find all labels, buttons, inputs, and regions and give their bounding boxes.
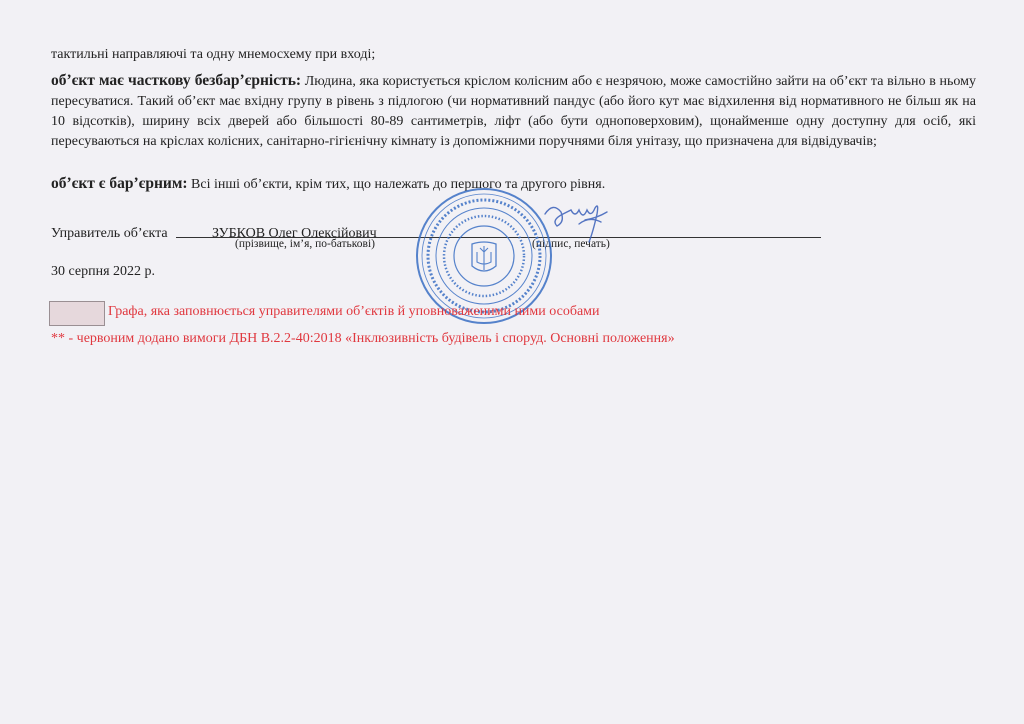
term-partial-barrier-free: об’єкт має часткову безбар’єрність: [51, 72, 302, 89]
definition-barrier: Всі інші об’єкти, крім тих, що належать до першого та другого рівня. [187, 177, 606, 192]
caption-name: (прізвище, ім’я, по-батькові) [235, 238, 375, 250]
definition-partial-barrier-free: Людина, яка користується кріслом колісним або є незрячою, може самостійно зайти на об’єкт та вільно в ньому пересуватися. Такий об’єкт має вхідну групу в рівень з підлогою (чи нормативний пандус (або його кут має відхилення від нормативного не більш як на 10 відсотків), ширину всіх дверей або більшості 80-89 сантиметрів, ліфт (або бути одноповерховим), щонайменше одну доступну для осіб, які пересуваються на кріслах колісних, санітарно-гігієнічну кімнату із допоміжними поручнями біля унітазу, що призначена для відвідувачів; [51, 74, 976, 149]
handwritten-signature-icon [535, 196, 615, 246]
legend-swatch [49, 301, 105, 326]
manager-label: Управитель об’єкта [51, 226, 168, 241]
manager-name: ЗУБКОВ Олег Олексійович [212, 226, 377, 241]
text-line-tactile: тактильні направляючі та одну мнемосхему при вході; [51, 47, 376, 62]
paragraph-partial-barrier-free [51, 71, 976, 152]
legend-text: Графа, яка заповнюється управителями об’єктів й уповноваженими ними особами [108, 304, 600, 319]
caption-signature: (підпис, печать) [532, 238, 610, 250]
term-barrier: об’єкт є бар’єрним: [51, 175, 188, 192]
document-date: 30 серпня 2022 р. [51, 264, 156, 279]
red-requirements-note: ** - червоним додано вимоги ДБН В.2.2-40:2018 «Інклюзивність будівель і споруд. Основні положення» [51, 331, 675, 346]
